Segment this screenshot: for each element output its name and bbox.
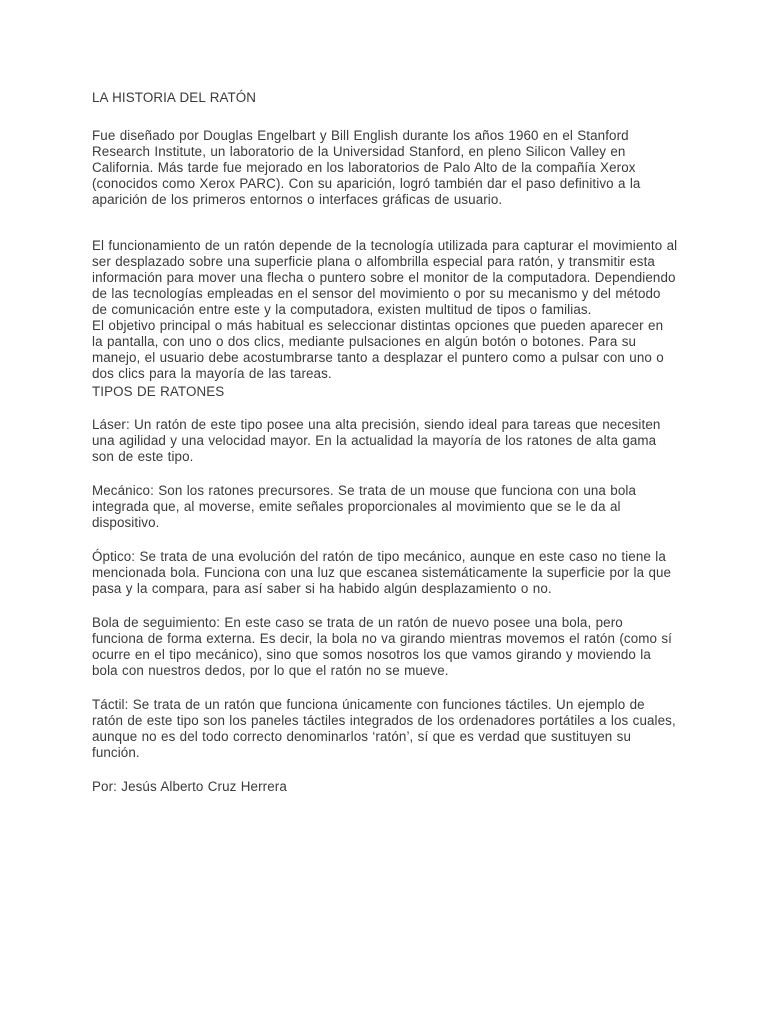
type-paragraph-laser: Láser: Un ratón de este tipo posee una alta precisión, siendo ideal para tareas que necesiten una agilidad y una velocidad mayor. En la actualidad la mayoría de los ratones de alta gama son de este tipo. <box>92 417 661 464</box>
intro-paragraph-objective: El objetivo principal o más habitual es seleccionar distintas opciones que pueden aparecer en la pantalla, con uno o dos clics, mediante pulsaciones en algún botón o botones. Para su manejo, el usuario debe acostumbrarse tanto a desplazar el puntero como a pulsar con uno o dos clics para la mayoría de las tareas. <box>92 318 664 381</box>
author-line: Por: Jesús Alberto Cruz Herrera <box>92 779 287 794</box>
type-paragraph-mecanico: Mecánico: Son los ratones precursores. Se trata de un mouse que funciona con una bola integrada que, al moverse, emite señales proporcionales al movimiento que se le da al dispositivo. <box>92 483 637 530</box>
document-title: LA HISTORIA DEL RATÓN <box>92 90 257 105</box>
type-paragraph-bola-seguimiento: Bola de seguimiento: En este caso se trata de un ratón de nuevo posee una bola, pero funciona de forma externa. Es decir, la bola no va girando mientras movemos el ratón (como sí ocurre en el tipo mecánico), sino que somos nosotros los que vamos girando y moviendo la bola con nuestros dedos, por lo que el ratón no se mueve. <box>92 615 672 678</box>
section-heading-tipos: TIPOS DE RATONES <box>92 384 225 399</box>
intro-paragraph-history: Fue diseñado por Douglas Engelbart y Bill English durante los años 1960 en el Stanford Research Institute, un laboratorio de la Universidad Stanford, en pleno Silicon Valley en California. Más tarde fue mejorado en los laboratorios de Palo Alto de la compañía Xerox (conocidos como Xerox PARC). Con su aparición, logró también dar el paso definitivo a la aparición de los primeros entornos o interfaces gráficas de usuario. <box>92 128 641 207</box>
intro-paragraph-functioning: El funcionamiento de un ratón depende de la tecnología utilizada para capturar el movimiento al ser desplazado sobre una superficie plana o alfombrilla especial para ratón, y transmitir esta información para mover una flecha o puntero sobre el monitor de la computadora. Dependiendo de las tecnologías empleadas en el sensor del movimiento o por su mecanismo y del método de comunicación entre este y la computadora, existen multitud de tipos o familias. <box>92 238 678 317</box>
type-paragraph-tactil: Táctil: Se trata de un ratón que funciona únicamente con funciones táctiles. Un ejemplo de ratón de este tipo son los paneles táctiles integrados de los ordenadores portátiles a los cuales, aunque no es del todo correcto denominarlos ‘ratón’, sí que es verdad que sustituyen su función. <box>92 697 676 760</box>
type-paragraph-optico: Óptico: Se trata de una evolución del ratón de tipo mecánico, aunque en este caso no tiene la mencionada bola. Funciona con una luz que escanea sistemáticamente la superficie por la que pasa y la compara, para así saber si ha habido algún desplazamiento o no. <box>92 549 672 596</box>
